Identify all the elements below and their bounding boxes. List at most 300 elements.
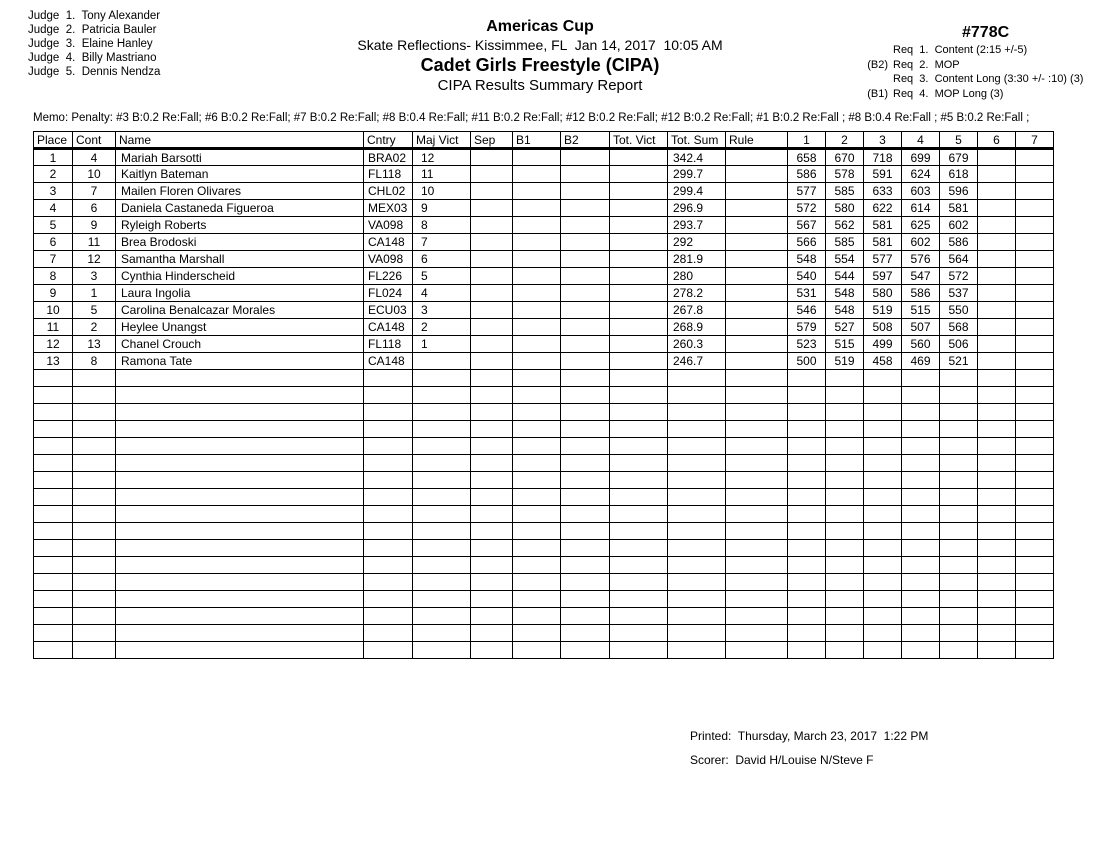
table-row xyxy=(34,285,1054,302)
column-header: Place xyxy=(34,132,73,149)
table-cell xyxy=(726,540,788,557)
table-cell xyxy=(561,302,610,319)
table-cell xyxy=(413,574,471,591)
table-cell xyxy=(864,608,902,625)
table-cell xyxy=(73,489,116,506)
table-cell xyxy=(471,234,513,251)
table-cell xyxy=(726,251,788,268)
table-cell xyxy=(1016,642,1054,659)
table-cell xyxy=(826,506,864,523)
table-cell xyxy=(978,302,1016,319)
table-cell xyxy=(73,591,116,608)
table-cell xyxy=(471,421,513,438)
table-cell xyxy=(561,540,610,557)
table-cell xyxy=(364,574,413,591)
table-cell xyxy=(788,370,826,387)
table-cell xyxy=(471,370,513,387)
table-cell xyxy=(668,608,726,625)
table-cell xyxy=(978,183,1016,200)
table-cell: 499 xyxy=(864,336,902,353)
table-cell xyxy=(726,166,788,183)
table-cell xyxy=(513,642,561,659)
table-cell xyxy=(978,489,1016,506)
table-cell xyxy=(864,421,902,438)
table-cell xyxy=(610,285,668,302)
column-header: Sep xyxy=(471,132,513,149)
table-cell xyxy=(864,557,902,574)
table-cell xyxy=(561,642,610,659)
table-cell: 658 xyxy=(788,149,826,166)
table-cell: 8 xyxy=(34,268,73,285)
table-cell xyxy=(561,455,610,472)
table-cell xyxy=(726,149,788,166)
table-cell xyxy=(726,421,788,438)
table-cell xyxy=(978,523,1016,540)
table-cell xyxy=(34,387,73,404)
table-cell xyxy=(34,438,73,455)
table-cell xyxy=(788,557,826,574)
empty-table-row xyxy=(34,404,1054,421)
table-cell: 3 xyxy=(73,268,116,285)
table-cell xyxy=(413,489,471,506)
table-cell xyxy=(34,608,73,625)
table-cell xyxy=(1016,251,1054,268)
table-row xyxy=(34,200,1054,217)
table-cell xyxy=(726,506,788,523)
table-cell: 576 xyxy=(902,251,940,268)
table-cell xyxy=(826,574,864,591)
table-cell xyxy=(978,319,1016,336)
table-cell xyxy=(610,387,668,404)
table-cell xyxy=(471,608,513,625)
table-cell xyxy=(826,472,864,489)
table-cell xyxy=(864,591,902,608)
table-cell xyxy=(610,540,668,557)
table-cell: 293.7 xyxy=(668,217,726,234)
table-cell xyxy=(1016,319,1054,336)
table-cell xyxy=(668,574,726,591)
table-cell xyxy=(726,404,788,421)
table-row xyxy=(34,302,1054,319)
table-cell: 564 xyxy=(940,251,978,268)
column-header: Cont xyxy=(73,132,116,149)
table-cell: 670 xyxy=(826,149,864,166)
table-cell: 4 xyxy=(34,200,73,217)
column-header: Rule xyxy=(726,132,788,149)
table-cell: 624 xyxy=(902,166,940,183)
table-cell xyxy=(471,387,513,404)
table-cell xyxy=(561,489,610,506)
table-cell xyxy=(788,642,826,659)
table-cell xyxy=(610,319,668,336)
table-cell xyxy=(364,625,413,642)
table-cell xyxy=(364,506,413,523)
table-cell: 13 xyxy=(73,336,116,353)
table-cell: 12 xyxy=(413,149,471,166)
table-cell xyxy=(513,625,561,642)
table-cell xyxy=(73,642,116,659)
req-text: Req 4. MOP Long (3) xyxy=(893,87,1004,100)
table-cell xyxy=(940,404,978,421)
table-cell xyxy=(726,268,788,285)
table-cell xyxy=(471,268,513,285)
table-cell xyxy=(726,285,788,302)
table-cell xyxy=(364,455,413,472)
table-cell xyxy=(561,166,610,183)
table-cell xyxy=(788,438,826,455)
table-cell: Cynthia Hinderscheid xyxy=(116,268,364,285)
table-cell xyxy=(940,438,978,455)
table-cell: 7 xyxy=(413,234,471,251)
column-header: Tot. Vict xyxy=(610,132,668,149)
table-cell xyxy=(978,251,1016,268)
table-cell xyxy=(513,557,561,574)
table-cell xyxy=(978,625,1016,642)
table-cell xyxy=(561,506,610,523)
table-cell xyxy=(513,285,561,302)
table-cell: 500 xyxy=(788,353,826,370)
table-cell: 13 xyxy=(34,353,73,370)
column-header: Tot. Sum xyxy=(668,132,726,149)
table-cell xyxy=(668,642,726,659)
table-cell xyxy=(73,523,116,540)
table-cell xyxy=(610,557,668,574)
table-cell xyxy=(726,489,788,506)
table-cell xyxy=(864,506,902,523)
table-cell xyxy=(610,200,668,217)
table-cell: Laura Ingolia xyxy=(116,285,364,302)
table-cell xyxy=(364,404,413,421)
table-cell xyxy=(668,489,726,506)
table-cell: 515 xyxy=(826,336,864,353)
table-cell xyxy=(826,387,864,404)
table-cell xyxy=(610,336,668,353)
table-cell xyxy=(116,642,364,659)
table-cell: 1 xyxy=(34,149,73,166)
table-cell xyxy=(34,540,73,557)
table-cell xyxy=(34,557,73,574)
table-row xyxy=(34,217,1054,234)
table-cell xyxy=(726,625,788,642)
table-cell xyxy=(471,625,513,642)
table-cell xyxy=(1016,608,1054,625)
table-cell: 597 xyxy=(864,268,902,285)
table-cell xyxy=(1016,574,1054,591)
table-cell xyxy=(940,642,978,659)
table-cell xyxy=(1016,472,1054,489)
table-cell: 5 xyxy=(73,302,116,319)
table-cell xyxy=(513,149,561,166)
table-cell xyxy=(1016,285,1054,302)
column-header: 4 xyxy=(902,132,940,149)
table-cell xyxy=(413,625,471,642)
table-cell xyxy=(940,523,978,540)
table-cell xyxy=(902,370,940,387)
table-cell: 591 xyxy=(864,166,902,183)
table-cell xyxy=(116,625,364,642)
table-cell xyxy=(826,591,864,608)
table-cell xyxy=(413,353,471,370)
table-cell xyxy=(1016,370,1054,387)
table-cell xyxy=(34,455,73,472)
judge-line: Judge 2. Patricia Bauler xyxy=(28,24,157,36)
table-cell xyxy=(668,540,726,557)
table-cell xyxy=(73,370,116,387)
table-cell xyxy=(940,370,978,387)
table-cell xyxy=(561,268,610,285)
table-cell xyxy=(610,302,668,319)
table-cell: 585 xyxy=(826,183,864,200)
table-cell: 567 xyxy=(788,217,826,234)
table-cell xyxy=(413,506,471,523)
table-cell: 548 xyxy=(788,251,826,268)
table-cell xyxy=(610,149,668,166)
column-header: 7 xyxy=(1016,132,1054,149)
column-header: Maj Vict xyxy=(413,132,471,149)
table-cell xyxy=(978,506,1016,523)
table-cell xyxy=(413,438,471,455)
table-cell: 618 xyxy=(940,166,978,183)
table-cell: Ramona Tate xyxy=(116,353,364,370)
table-cell: CA148 xyxy=(364,234,413,251)
table-cell xyxy=(513,183,561,200)
table-cell xyxy=(826,455,864,472)
table-cell xyxy=(1016,353,1054,370)
table-cell xyxy=(364,421,413,438)
table-cell: 550 xyxy=(940,302,978,319)
event-number: #778C xyxy=(962,24,1010,41)
table-cell: 546 xyxy=(788,302,826,319)
table-cell xyxy=(940,387,978,404)
empty-table-row xyxy=(34,506,1054,523)
req-prefix xyxy=(856,43,888,58)
table-cell xyxy=(116,387,364,404)
table-row xyxy=(34,166,1054,183)
table-cell xyxy=(726,574,788,591)
table-cell xyxy=(726,353,788,370)
table-cell xyxy=(610,217,668,234)
table-cell xyxy=(978,353,1016,370)
table-cell: 299.4 xyxy=(668,183,726,200)
table-cell xyxy=(116,404,364,421)
table-cell: 568 xyxy=(940,319,978,336)
table-cell xyxy=(513,540,561,557)
table-cell: 622 xyxy=(864,200,902,217)
table-cell: 12 xyxy=(73,251,116,268)
table-cell xyxy=(1016,183,1054,200)
table-cell xyxy=(561,234,610,251)
table-cell xyxy=(902,591,940,608)
table-cell xyxy=(471,523,513,540)
table-cell xyxy=(561,370,610,387)
table-cell: 10 xyxy=(73,166,116,183)
table-cell xyxy=(1016,506,1054,523)
table-cell xyxy=(116,455,364,472)
column-header: 2 xyxy=(826,132,864,149)
table-cell xyxy=(364,591,413,608)
table-cell xyxy=(864,574,902,591)
req-text: Req 3. Content Long (3:30 +/- :10) (3) xyxy=(893,73,1084,85)
table-cell xyxy=(610,404,668,421)
table-cell xyxy=(471,183,513,200)
table-cell: 2 xyxy=(73,319,116,336)
table-cell: 586 xyxy=(940,234,978,251)
table-cell xyxy=(610,625,668,642)
table-cell xyxy=(668,404,726,421)
table-cell xyxy=(471,319,513,336)
table-cell: 531 xyxy=(788,285,826,302)
table-cell: 586 xyxy=(788,166,826,183)
table-cell: 458 xyxy=(864,353,902,370)
table-cell xyxy=(978,608,1016,625)
table-cell xyxy=(826,625,864,642)
table-cell: 260.3 xyxy=(668,336,726,353)
table-cell xyxy=(610,421,668,438)
table-cell xyxy=(668,557,726,574)
table-row xyxy=(34,319,1054,336)
table-cell xyxy=(940,608,978,625)
table-cell xyxy=(561,608,610,625)
table-cell xyxy=(726,523,788,540)
table-cell xyxy=(561,251,610,268)
table-cell xyxy=(513,268,561,285)
requirement-line xyxy=(856,87,1083,102)
table-cell xyxy=(668,438,726,455)
column-header: 3 xyxy=(864,132,902,149)
table-cell xyxy=(116,557,364,574)
table-cell xyxy=(978,421,1016,438)
table-cell xyxy=(978,574,1016,591)
table-cell xyxy=(471,217,513,234)
table-cell: 8 xyxy=(73,353,116,370)
table-cell xyxy=(610,472,668,489)
table-cell xyxy=(34,370,73,387)
table-cell xyxy=(864,370,902,387)
table-cell: 11 xyxy=(413,166,471,183)
table-cell xyxy=(513,319,561,336)
table-cell: 11 xyxy=(34,319,73,336)
requirement-line xyxy=(856,58,1083,73)
table-cell xyxy=(902,421,940,438)
table-cell xyxy=(513,574,561,591)
table-cell: Brea Brodoski xyxy=(116,234,364,251)
table-cell xyxy=(1016,625,1054,642)
table-cell xyxy=(471,404,513,421)
table-cell xyxy=(668,370,726,387)
requirement-line xyxy=(856,43,1083,58)
table-cell: 560 xyxy=(902,336,940,353)
table-cell: VA098 xyxy=(364,217,413,234)
table-cell xyxy=(940,472,978,489)
table-cell: 578 xyxy=(826,166,864,183)
table-cell xyxy=(561,387,610,404)
table-cell xyxy=(1016,404,1054,421)
table-cell: 3 xyxy=(34,183,73,200)
table-cell xyxy=(471,353,513,370)
table-cell xyxy=(902,438,940,455)
column-header: Name xyxy=(116,132,364,149)
table-cell xyxy=(364,540,413,557)
table-cell xyxy=(73,455,116,472)
table-cell: Carolina Benalcazar Morales xyxy=(116,302,364,319)
table-cell xyxy=(34,523,73,540)
table-cell xyxy=(610,166,668,183)
table-cell xyxy=(726,370,788,387)
table-cell xyxy=(471,438,513,455)
table-cell xyxy=(1016,302,1054,319)
table-cell: 10 xyxy=(413,183,471,200)
table-cell xyxy=(513,217,561,234)
table-cell: 679 xyxy=(940,149,978,166)
table-cell xyxy=(788,472,826,489)
table-cell xyxy=(413,404,471,421)
empty-table-row xyxy=(34,455,1054,472)
table-cell xyxy=(978,472,1016,489)
table-cell: 548 xyxy=(826,285,864,302)
table-cell xyxy=(726,591,788,608)
column-header: B1 xyxy=(513,132,561,149)
table-cell: 508 xyxy=(864,319,902,336)
table-cell xyxy=(1016,234,1054,251)
table-cell xyxy=(561,319,610,336)
table-cell xyxy=(513,506,561,523)
table-cell xyxy=(726,200,788,217)
table-cell xyxy=(513,166,561,183)
table-cell xyxy=(788,523,826,540)
table-cell xyxy=(726,319,788,336)
table-cell xyxy=(73,421,116,438)
table-cell xyxy=(978,166,1016,183)
table-cell: 4 xyxy=(73,149,116,166)
table-cell: 5 xyxy=(413,268,471,285)
table-cell xyxy=(1016,166,1054,183)
table-cell: 268.9 xyxy=(668,319,726,336)
table-cell xyxy=(978,591,1016,608)
table-cell: 281.9 xyxy=(668,251,726,268)
table-cell xyxy=(116,421,364,438)
table-cell: 521 xyxy=(940,353,978,370)
table-cell: 11 xyxy=(73,234,116,251)
table-cell xyxy=(561,285,610,302)
table-cell: 3 xyxy=(413,302,471,319)
table-cell xyxy=(902,506,940,523)
empty-table-row xyxy=(34,574,1054,591)
table-row xyxy=(34,251,1054,268)
table-cell xyxy=(668,455,726,472)
table-cell xyxy=(726,557,788,574)
table-cell xyxy=(364,557,413,574)
column-header: B2 xyxy=(561,132,610,149)
table-cell: 9 xyxy=(413,200,471,217)
empty-table-row xyxy=(34,472,1054,489)
table-cell xyxy=(788,404,826,421)
table-cell xyxy=(1016,455,1054,472)
scorer-line: Scorer: David H/Louise N/Steve F xyxy=(690,753,874,767)
table-cell: 506 xyxy=(940,336,978,353)
table-cell xyxy=(726,642,788,659)
table-cell: FL024 xyxy=(364,285,413,302)
table-cell xyxy=(610,455,668,472)
table-row xyxy=(34,268,1054,285)
table-cell xyxy=(978,370,1016,387)
table-cell xyxy=(610,574,668,591)
table-cell xyxy=(513,302,561,319)
table-cell xyxy=(1016,268,1054,285)
table-cell: 544 xyxy=(826,268,864,285)
table-cell xyxy=(610,438,668,455)
table-cell xyxy=(413,455,471,472)
table-cell: 602 xyxy=(902,234,940,251)
